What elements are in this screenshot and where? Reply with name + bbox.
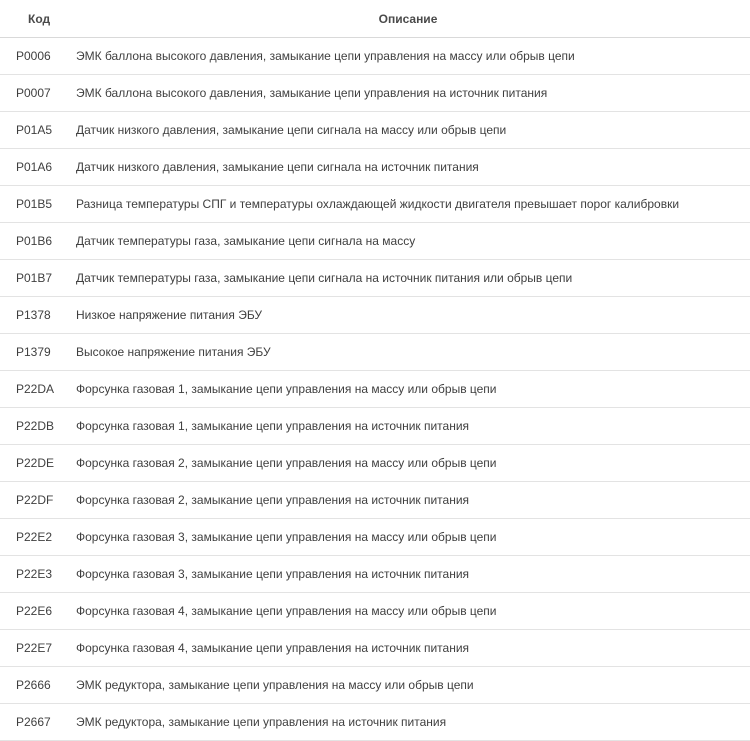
table-row (0, 186, 750, 223)
header-row (0, 0, 750, 38)
error-code-cell: P01A6 (0, 149, 66, 186)
error-description-cell: Датчик низкого давления, замыкание цепи сигнала на источник питания (66, 149, 750, 186)
table-row (0, 38, 750, 75)
error-description-cell: Датчик температуры газа, замыкание цепи сигнала на источник питания или обрыв цепи (66, 260, 750, 297)
table-row (0, 149, 750, 186)
table-row (0, 704, 750, 741)
table-row (0, 482, 750, 519)
error-description-cell: Форсунка газовая 3, замыкание цепи управления на источник питания (66, 556, 750, 593)
table-row (0, 667, 750, 704)
error-description-cell: Форсунка газовая 4, замыкание цепи управления на массу или обрыв цепи (66, 593, 750, 630)
error-description-cell: Низкое напряжение питания ЭБУ (66, 297, 750, 334)
error-code-cell: P22DB (0, 408, 66, 445)
error-description-cell: ЭМК баллона высокого давления, замыкание цепи управления на массу или обрыв цепи (66, 38, 750, 75)
error-description-cell: ЭМК редуктора, замыкание цепи управления на источник питания (66, 704, 750, 741)
table-row (0, 334, 750, 371)
table-body (0, 38, 750, 741)
error-description-cell: Форсунка газовая 2, замыкание цепи управления на источник питания (66, 482, 750, 519)
error-description-cell: Высокое напряжение питания ЭБУ (66, 334, 750, 371)
error-description-cell: Датчик низкого давления, замыкание цепи сигнала на массу или обрыв цепи (66, 112, 750, 149)
error-description-cell: Форсунка газовая 1, замыкание цепи управления на массу или обрыв цепи (66, 371, 750, 408)
error-description-cell: Разница температуры СПГ и температуры охлаждающей жидкости двигателя превышает порог калибровки (66, 186, 750, 223)
error-description-cell: Датчик температуры газа, замыкание цепи сигнала на массу (66, 223, 750, 260)
table-header (0, 0, 750, 38)
table-row (0, 260, 750, 297)
error-code-cell: P01B6 (0, 223, 66, 260)
table-row (0, 112, 750, 149)
error-description-cell: Форсунка газовая 3, замыкание цепи управления на массу или обрыв цепи (66, 519, 750, 556)
error-description-cell: Форсунка газовая 4, замыкание цепи управления на источник питания (66, 630, 750, 667)
error-description-cell: ЭМК редуктора, замыкание цепи управления на массу или обрыв цепи (66, 667, 750, 704)
error-code-cell: P22E2 (0, 519, 66, 556)
table-row (0, 519, 750, 556)
table-row (0, 408, 750, 445)
error-description-cell: Форсунка газовая 1, замыкание цепи управления на источник питания (66, 408, 750, 445)
error-code-cell: P22E7 (0, 630, 66, 667)
error-code-cell: P22DA (0, 371, 66, 408)
error-description-cell: Форсунка газовая 2, замыкание цепи управления на массу или обрыв цепи (66, 445, 750, 482)
table-row (0, 371, 750, 408)
error-code-cell: P1378 (0, 297, 66, 334)
error-code-cell: P01A5 (0, 112, 66, 149)
table-row (0, 445, 750, 482)
error-code-cell: P2666 (0, 667, 66, 704)
column-header-code: Код (0, 0, 66, 38)
column-header-description: Описание (66, 0, 750, 38)
error-code-cell: P01B5 (0, 186, 66, 223)
error-code-cell: P22E6 (0, 593, 66, 630)
error-code-cell: P22E3 (0, 556, 66, 593)
error-code-cell: P22DF (0, 482, 66, 519)
error-description-cell: ЭМК баллона высокого давления, замыкание цепи управления на источник питания (66, 75, 750, 112)
table-row (0, 630, 750, 667)
table-row (0, 223, 750, 260)
error-code-cell: P1379 (0, 334, 66, 371)
error-code-cell: P01B7 (0, 260, 66, 297)
table-row (0, 593, 750, 630)
table-row (0, 75, 750, 112)
error-code-cell: P2667 (0, 704, 66, 741)
table-row (0, 297, 750, 334)
error-code-cell: P0007 (0, 75, 66, 112)
table-row (0, 556, 750, 593)
error-code-cell: P22DE (0, 445, 66, 482)
error-code-cell: P0006 (0, 38, 66, 75)
